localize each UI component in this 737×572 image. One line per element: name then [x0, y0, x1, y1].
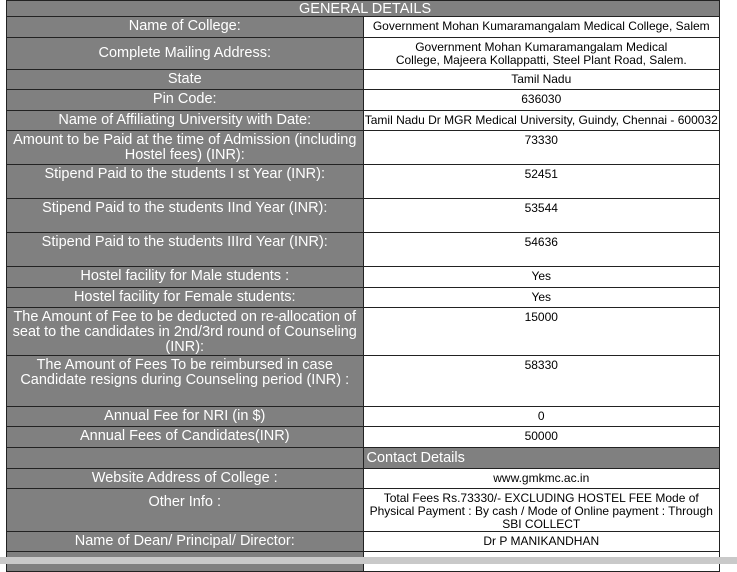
row-label: The Amount of Fee to be deducted on re-allocation of seat to the candidates in 2nd/3rd round of Counseling (INR):: [7, 308, 364, 356]
row-label: Annual Fee for NRI (in $): [7, 407, 364, 427]
table-row: [7, 165, 720, 199]
contact-details-title: Contact Details: [366, 450, 465, 466]
row-label: Name of Dean/ Principal/ Director:: [7, 532, 364, 552]
table-row: [7, 489, 720, 532]
row-label: The Amount of Fees To be reimbursed in case Candidate resigns during Counseling period (INR) :: [7, 356, 364, 407]
row-value: 636030: [363, 90, 720, 111]
row-label: Hostel facility for Male students :: [7, 267, 364, 288]
row-label: Complete Mailing Address:: [7, 38, 364, 70]
bottom-scroll-strip: [0, 557, 737, 564]
row-value: 53544: [363, 199, 720, 233]
row-value: 50000: [363, 427, 720, 448]
other-info-value: Total Fees Rs.73330/- EXCLUDING HOSTEL FEE Mode of Physical Payment : By cash / Mode of Online payment : Through SBI COLLECT: [363, 489, 720, 532]
table-row: [7, 267, 720, 288]
contact-header-row: [7, 448, 720, 469]
row-value: Yes: [363, 288, 720, 308]
row-label: Pin Code:: [7, 90, 364, 111]
table-row: [7, 199, 720, 233]
row-label: Name of College:: [7, 17, 364, 38]
row-label: Stipend Paid to the students I st Year (INR):: [7, 165, 364, 199]
row-label: Annual Fees of Candidates(INR): [7, 427, 364, 448]
table-row: [7, 70, 720, 90]
row-label: Other Info :: [7, 489, 364, 532]
table-row: [7, 131, 720, 165]
row-label: Name of Affiliating University with Date:: [7, 111, 364, 131]
section-header-cell: [7, 1, 720, 17]
general-details-table: [6, 0, 720, 572]
table-row: [7, 288, 720, 308]
website-value: www.gmkmc.ac.in: [363, 469, 720, 489]
table-row: [7, 532, 720, 552]
section-header-row: [7, 1, 720, 17]
row-value: 15000: [363, 308, 720, 356]
row-label: Website Address of College :: [7, 469, 364, 489]
row-value: 0: [363, 407, 720, 427]
table-row: [7, 17, 720, 38]
table-row: [7, 407, 720, 427]
contact-header-left: [7, 448, 364, 469]
row-value: Yes: [363, 267, 720, 288]
row-value: Tamil Nadu Dr MGR Medical University, Guindy, Chennai - 600032: [363, 111, 720, 131]
row-label: Stipend Paid to the students IInd Year (INR):: [7, 199, 364, 233]
row-value: 52451: [363, 165, 720, 199]
table-row: [7, 356, 720, 407]
table-row: [7, 427, 720, 448]
row-label: State: [7, 70, 364, 90]
table-row: [7, 308, 720, 356]
row-value: Tamil Nadu: [363, 70, 720, 90]
row-label: Amount to be Paid at the time of Admission (including Hostel fees) (INR):: [7, 131, 364, 165]
table-row: [7, 111, 720, 131]
table-row: [7, 469, 720, 489]
row-value: Dr P MANIKANDHAN: [363, 532, 720, 552]
contact-header-cell: [363, 448, 720, 469]
row-value: Government Mohan Kumaramangalam Medical College, Majeera Kollappatti, Steel Plant Road, Salem.: [363, 38, 720, 70]
row-label: Hostel facility for Female students:: [7, 288, 364, 308]
table-row: [7, 233, 720, 267]
table-row: [7, 90, 720, 111]
row-value: 54636: [363, 233, 720, 267]
row-value: 58330: [363, 356, 720, 407]
table-row: [7, 38, 720, 70]
row-label: Stipend Paid to the students IIIrd Year (INR):: [7, 233, 364, 267]
row-value: 73330: [363, 131, 720, 165]
general-details-document: [6, 0, 720, 572]
row-value: Government Mohan Kumaramangalam Medical College, Salem: [363, 17, 720, 38]
section-title: GENERAL DETAILS: [299, 1, 432, 17]
